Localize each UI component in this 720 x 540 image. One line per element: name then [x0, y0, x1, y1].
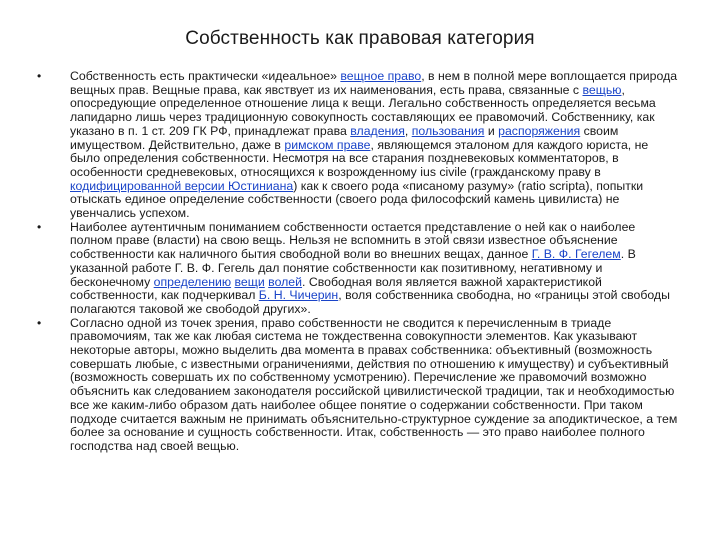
body-text: Согласно одной из точек зрения, право собственности не сводится к перечисленным в триаде правомочиям, так же как любая система не тождественна совокупности элементов. Как указывают некоторые авторы, можно выделить два момента в правах собственника: объективный (возможность совершать любые, с известными ограничениями, действия по отношению к имуществу) и субъективный (возможность совершать их по собственному усмотрению). Перечисление же правомочий возможно объяснить как следованием законодателя российской цивилистической традиции, так и необходимостью все же каким-либо образом дать наиболее общее понятие о содержании собственности. При таком подходе считается важным не принимать объяснительно-структурное суждение за аподиктическое, а тем более за основание и сущность собственности. Итак, собственность — это право наиболее полного господства над своей вещью. [70, 315, 678, 453]
hyperlink[interactable]: Г. В. Ф. Гегелем [531, 247, 621, 262]
body-text: Собственность есть практически «идеальное» [70, 69, 341, 83]
bullet-marker: • [37, 315, 42, 330]
body-text: . Свободная воля является важной характеристикой собственности, как подчеркивал [70, 274, 602, 303]
body-text: ) как к своего рода «писаному разуму» (ratio scripta), попытки отыскать единое определение собственности (своего рода философский камень цивилиста) не увенчались успехом. [70, 178, 644, 221]
hyperlink[interactable]: вещью [582, 82, 622, 97]
body-text: , опосредующие определенное отношение лица к вещи. Легально собственность определяется весьма лапидарно лишь через традиционную совокупность составляющих ее правомочий. Собственнику, как указано в п. 1 ст. 209 ГК РФ, принадлежат права [70, 82, 656, 138]
body-text: Наиболее аутентичным пониманием собственности остается представление о ней как о наиболее полном праве (власти) на свою вещь. Нельзя не вспомнить в этой связи известное объяснение собственности как наличного бытия свободной воли во внешних вещах, данное [70, 219, 636, 262]
slide-title: Собственность как правовая категория [185, 28, 535, 49]
hyperlink[interactable]: пользования [411, 123, 485, 138]
hyperlink[interactable]: кодифицированной версии Юстиниана [70, 178, 294, 193]
hyperlink[interactable]: распоряжения [498, 123, 581, 138]
body-text: , в нем в полной мере воплощается природа вещных прав. Вещные права, как явствует из их наименования, есть права, связанные с [70, 69, 678, 97]
hyperlink[interactable]: вещное право [340, 69, 422, 83]
hyperlink[interactable]: Б. Н. Чичерин [258, 288, 339, 303]
bullet-item [0, 70, 720, 221]
body-text: . В указанной работе Г. В. Ф. Гегель дал понятие собственности как позитивному, негативному и бесконечному [70, 247, 636, 289]
bullet-item [0, 317, 720, 454]
hyperlink[interactable]: определению [153, 274, 232, 289]
bullet-marker: • [37, 69, 42, 83]
hyperlink[interactable]: вещи [234, 274, 265, 289]
hyperlink[interactable]: волей [268, 274, 303, 289]
body-text: , воля собственника свободна, но «границы этой свободы полагаются таковой же свободой других». [70, 288, 670, 316]
body-text: своим имуществом. Действительно, даже в [70, 123, 619, 152]
bullet-list [0, 70, 720, 454]
body-text: , являющемся эталоном для каждого юриста, не было определения собственности. Несмотря на все старания поздневековых комментаторов, в особенности средневековых, относящихся к возрожденному ius civile (гражданскому праву в [70, 137, 649, 179]
bullet-item [0, 221, 720, 317]
hyperlink[interactable]: римском праве [284, 137, 371, 152]
body-text: и [484, 123, 499, 138]
bullet-marker: • [37, 219, 42, 234]
hyperlink[interactable]: владения [350, 123, 405, 138]
body-text: , [404, 123, 412, 138]
